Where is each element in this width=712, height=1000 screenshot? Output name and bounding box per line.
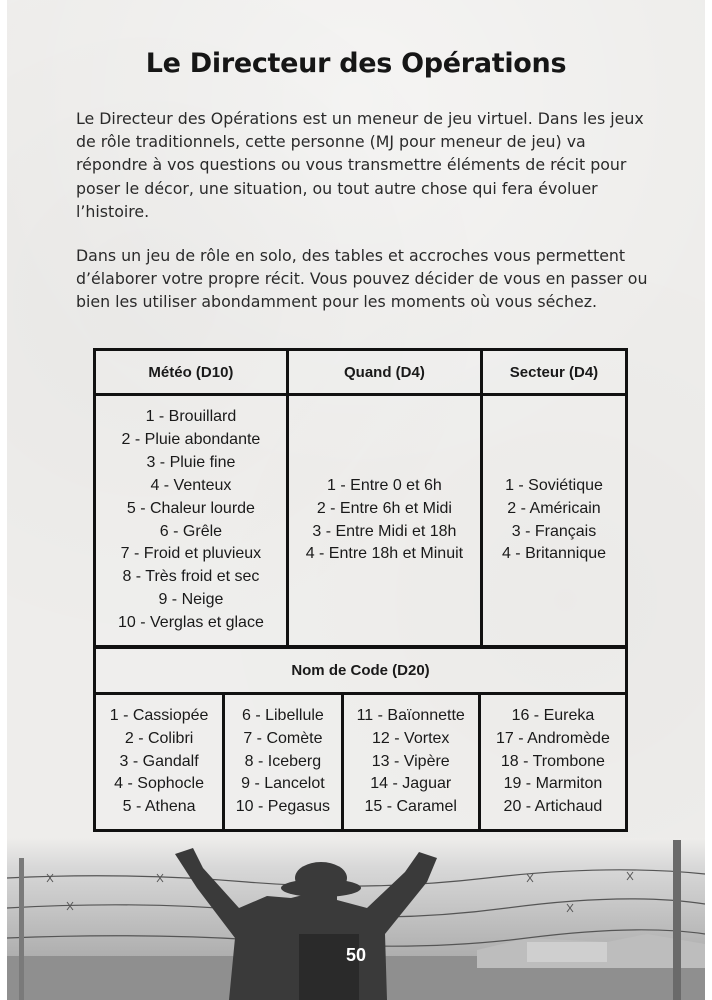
code-name-col-3 [342,694,479,831]
table-item: 2 - Entre 6h et Midi [316,499,452,517]
table-item: 5 - Chaleur lourde [126,499,255,517]
table-item: 13 - Vipère [371,752,450,770]
table-item: 3 - Gandalf [119,752,199,770]
table-item: 1 - Cassiopée [109,707,209,725]
table-item: 20 - Artichaud [503,798,603,816]
page-title: Le Directeur des Opérations [145,48,567,79]
page-number: 50 [345,945,367,965]
code-name-table [93,646,628,832]
secteur-header: Secteur (D4) [481,350,626,395]
table-item: 6 - Libellule [241,707,324,725]
quand-header: Quand (D4) [287,350,481,395]
table-item: 1 - Soviétique [505,476,603,494]
table-item: 8 - Iceberg [244,752,322,770]
table-item: 4 - Britannique [501,545,607,563]
table-item: 7 - Froid et pluvieux [120,545,262,563]
code-name-col-4 [479,694,626,831]
table-item: 10 - Pegasus [235,798,331,816]
table-item: 10 - Verglas et glace [117,614,264,632]
table-item: 11 - Baïonnette [356,707,465,725]
table-item: 14 - Jaguar [370,775,452,793]
table-item: 15 - Caramel [364,798,457,816]
code-name-col-2 [224,694,342,831]
intro-paragraph: Le Directeur des Opérations est un meneur de jeu virtuel. Dans les jeux de rôle traditionnels, cette personne (MJ pour meneur de jeu) va répondre à vos questions ou vous transmettre éléments de récit pour poser le décor, une situation, ou tout autre chose qui fera évoluer l’histoire. [76,109,644,221]
code-name-header: Nom de Code (D20) [95,648,627,694]
table-item: 9 - Neige [158,591,224,609]
random-tables-top [93,348,628,648]
table-item: 4 - Venteux [150,476,232,494]
table-item: 19 - Marmiton [503,775,603,793]
table-item: 18 - Trombone [500,752,605,770]
table-item: 3 - Entre Midi et 18h [312,522,457,540]
meteo-header: Météo (D10) [95,350,288,395]
table-item: 7 - Comète [243,729,323,747]
table-item: 16 - Eureka [511,707,595,725]
table-item: 4 - Entre 18h et Minuit [305,545,464,563]
table-item: 2 - Colibri [124,729,194,747]
table-item: 3 - Français [511,522,597,540]
table-item: 9 - Lancelot [241,775,325,793]
table-item: 8 - Très froid et sec [122,568,260,586]
table-item: 4 - Sophocle [114,775,205,793]
man-arms-raised-photo [7,838,705,1000]
table-item: 6 - Grêle [159,522,223,540]
quand-list [287,395,481,647]
table-item: 3 - Pluie fine [146,453,236,471]
secteur-list [481,395,626,647]
table-item: 1 - Entre 0 et 6h [327,476,442,494]
table-item: 17 - Andromède [495,729,610,747]
meteo-list [95,395,288,647]
table-item: 1 - Brouillard [145,407,237,425]
page [7,0,705,1000]
solo-paragraph: Dans un jeu de rôle en solo, des tables et accroches vous permettent d’élaborer votre propre récit. Vous pouvez décider de vous en passer ou bien les utiliser abondamment pour les moments où vous séchez. [76,246,648,312]
table-item: 12 - Vortex [372,729,450,747]
code-name-col-1 [95,694,224,831]
table-item: 2 - Américain [507,499,601,517]
table-item: 2 - Pluie abondante [121,430,261,448]
table-item: 5 - Athena [122,798,196,816]
